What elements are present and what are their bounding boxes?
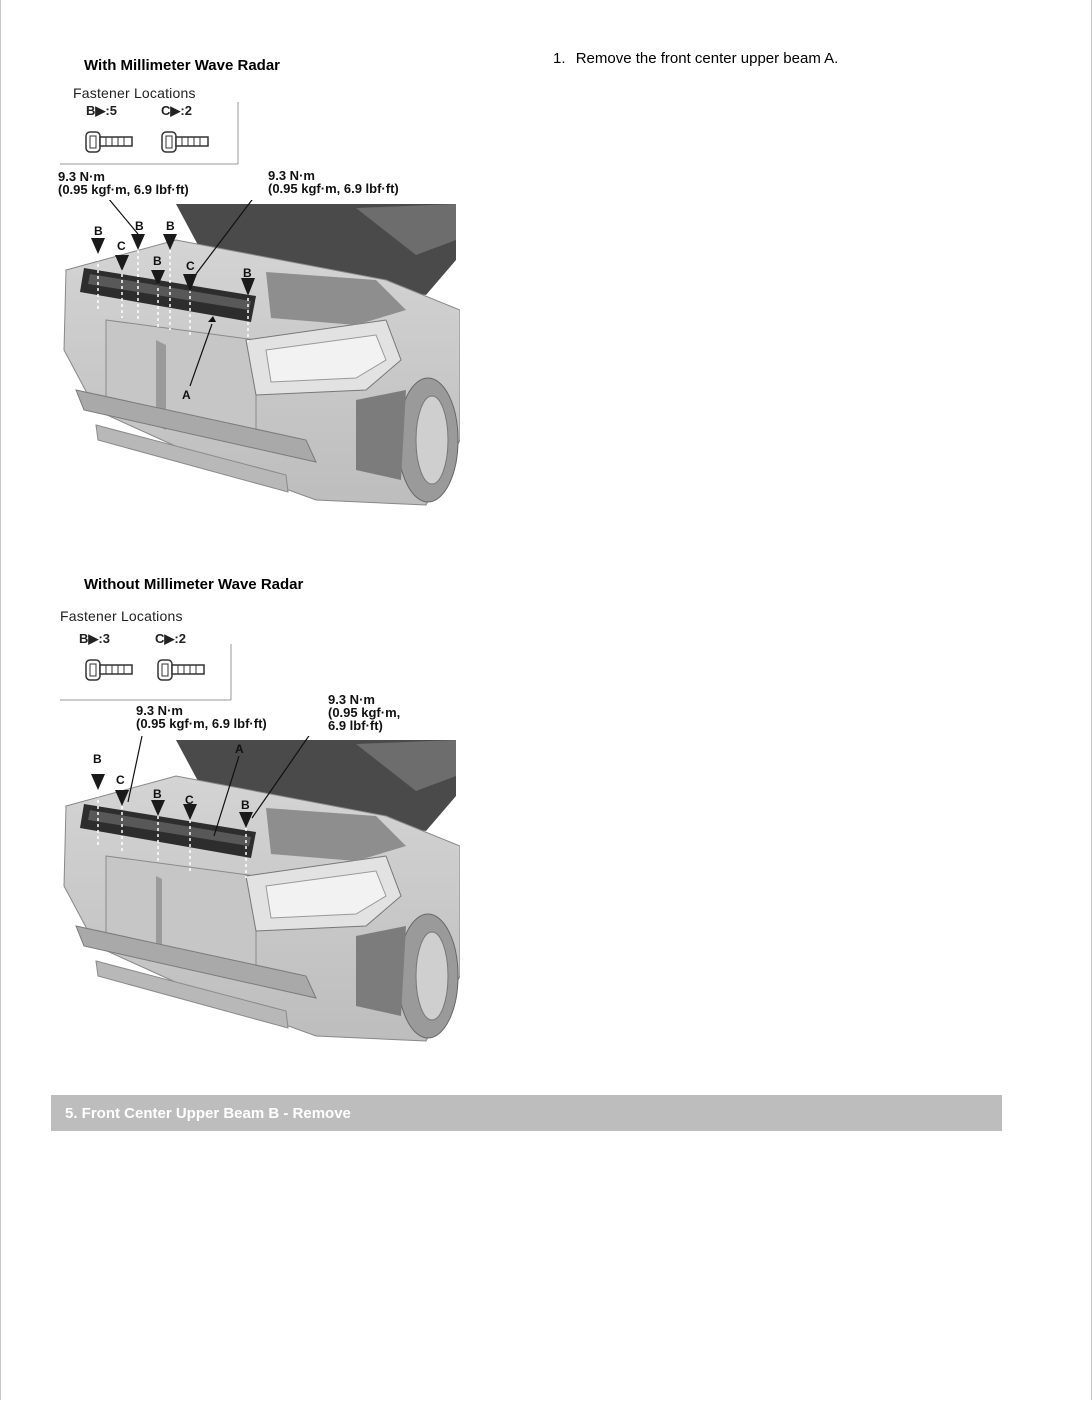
fastener-c-count: C▶:2 [155,631,186,646]
section-header-title: 5. Front Center Upper Beam B - Remove [65,1105,351,1122]
label-b: B [241,798,250,812]
torque-spec-right [268,169,399,195]
torque-value: 9.3 N·m [58,169,105,184]
label-c: C [185,793,194,807]
torque-conversion: (0.95 kgf·m, 6.9 lbf·ft) [268,181,399,196]
bolt-b-icon [86,132,132,152]
fastener-locations-title: Fastener Locations [60,608,183,624]
torque-conversion: 6.9 lbf·ft) [328,718,383,733]
label-b: B [153,254,162,268]
vehicle-front-illustration-without-radar [56,736,460,1046]
fastener-c-count: C▶:2 [161,103,192,118]
bolt-b-icon [86,660,132,680]
torque-value: 9.3 N·m [136,703,183,718]
fastener-legend-box [60,100,250,168]
label-b: B [153,787,162,801]
label-b: B [94,224,103,238]
label-c: C [116,773,125,787]
bolt-c-icon [158,660,204,680]
label-b: B [243,266,252,280]
label-c: C [117,239,126,253]
step-instruction [553,50,838,67]
label-b: B [93,752,102,766]
variant-title-without-radar: Without Millimeter Wave Radar [84,576,304,593]
fastener-locations-title: Fastener Locations [73,85,196,101]
torque-value: 9.3 N·m [328,692,375,707]
torque-spec-left [58,170,189,196]
torque-spec-right [328,693,400,732]
variant-title-with-radar: With Millimeter Wave Radar [84,57,281,74]
fastener-b-arrow [91,238,105,254]
label-b: B [135,219,144,233]
torque-conversion: (0.95 kgf·m, 6.9 lbf·ft) [58,182,189,197]
torque-conversion: (0.95 kgf·m, [328,705,401,720]
torque-spec-left [136,704,267,730]
fastener-b-arrow [131,234,145,250]
fastener-b-count: B▶:3 [79,631,110,646]
label-a: A [182,388,191,402]
fastener-b-count: B▶:5 [86,103,117,118]
label-b: B [166,219,175,233]
step-text: Remove the front center upper beam A. [575,50,839,67]
fastener-b-arrow [91,774,105,790]
torque-value: 9.3 N·m [268,168,315,183]
fastener-legend-box [60,640,240,704]
vehicle-front-illustration-with-radar [56,200,460,510]
section-header-bar[interactable] [51,1095,1002,1131]
label-a: A [235,742,244,756]
torque-conversion: (0.95 kgf·m, 6.9 lbf·ft) [136,716,267,731]
step-number: 1. [553,50,566,67]
label-c: C [186,259,195,273]
bolt-c-icon [162,132,208,152]
